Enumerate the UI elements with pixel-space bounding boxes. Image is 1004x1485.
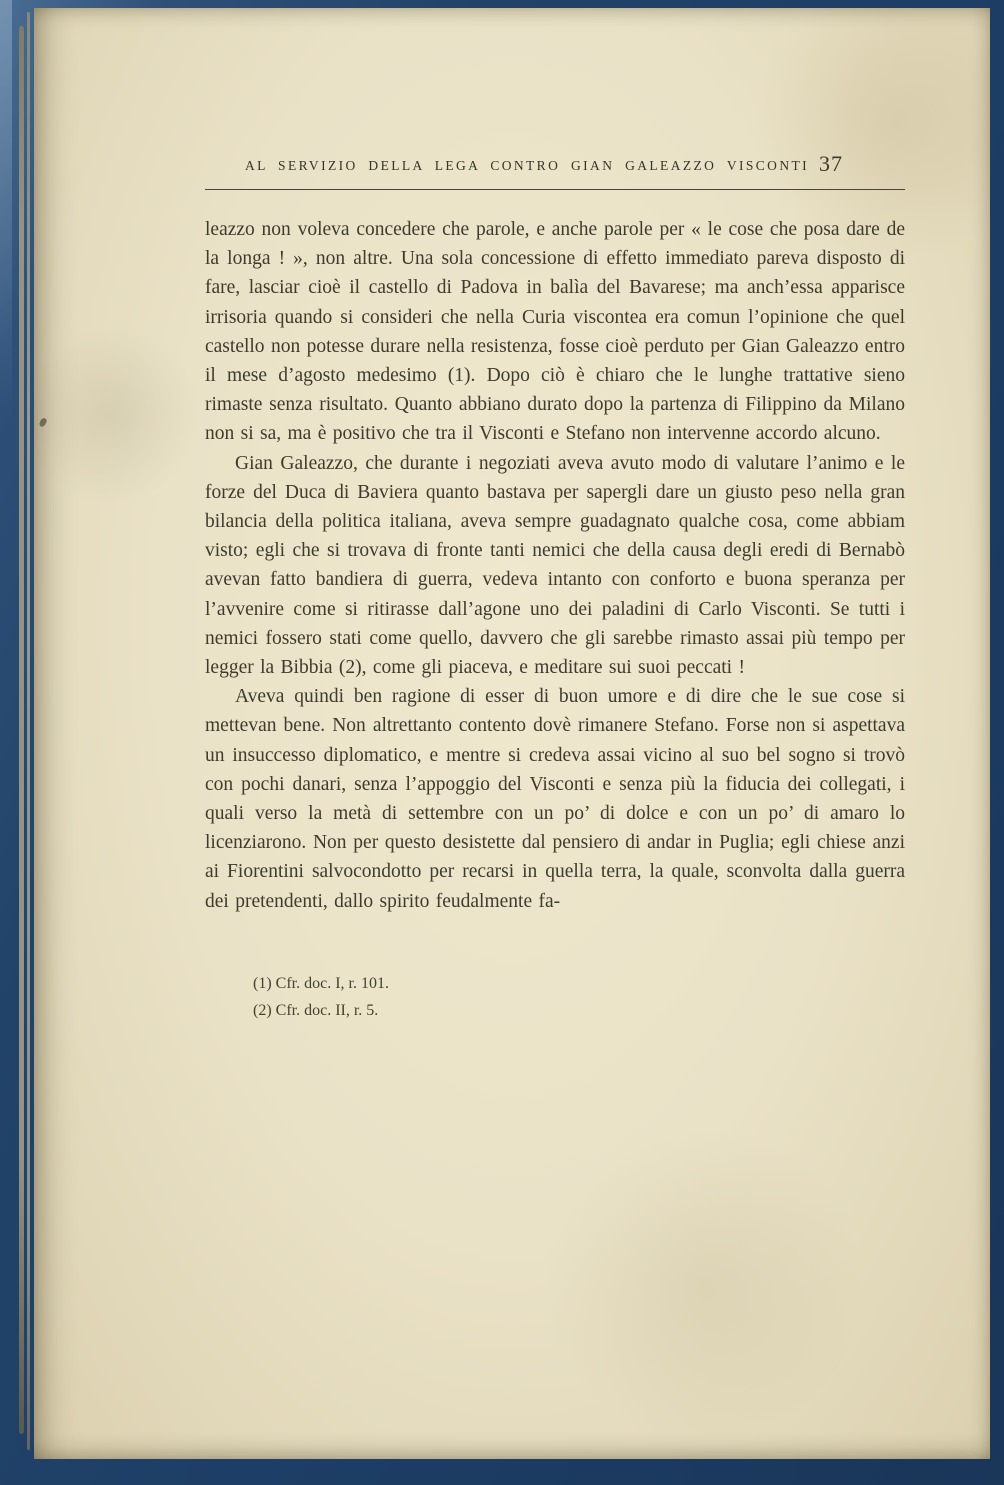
book-page [34,8,990,1459]
page-edge-line [27,12,30,1450]
running-header [205,151,905,182]
header-rule [205,189,905,190]
paragraph: Aveva quindi ben ragione di esser di buon umore e di dire che le sue cose si mettevan bene. Non altrettanto contento dovè rimanere Stefano. Forse non si aspettava un insuccesso diplomatico, e mentre si credeva assai vicino al suo bel sogno si trovò con pochi danari, senza l’appoggio del Visconti e senza più la fiducia dei collegati, i quali verso la metà di settembre con un po’ di dolce e con un po’ di amaro lo licenziarono. Non per questo desistette dal pensiero di andar in Puglia; egli chiese anzi ai Fiorentini salvocondotto per recarsi in quella terra, la quale, sconvolta dalla guerra dei pretendenti, dallo spirito feudalmente fa- [205,686,905,912]
page-edge-line [19,26,24,1434]
footnote: (2) Cfr. doc. II, r. 5. [253,1002,379,1020]
page-content [205,151,905,1025]
page-number: 37 [819,151,843,176]
footnotes [205,970,905,1025]
binding-highlight [0,0,12,420]
body-text [205,215,905,916]
ink-blemish [38,417,47,428]
paragraph: Gian Galeazzo, che durante i negoziati aveva avuto modo di valutare l’animo e le forze del Duca di Baviera quanto bastava per sapergli dare un giusto peso nella gran bilancia della politica italiana, aveva sempre guadagnato qualche cosa, come abbiam visto; egli che si trovava di fronte tanti nemici che della causa degli eredi di Bernabò avevan fatto bandiera di guerra, vedeva intanto con conforto e buona speranza per l’avvenire come si ritirasse dall’agone uno dei paladini di Carlo Visconti. Se tutti i nemici fossero stati come quello, davvero che gli sarebbe rimasto assai più tempo per legger la Bibbia (2), come gli piaceva, e meditare sui suoi peccati ! [205,452,905,679]
paragraph: leazzo non voleva concedere che parole, e anche parole per « le cose che posa dare de la longa ! », non altre. Una sola concessione di effetto immediato pareva disposto di fare, lasciar cioè il castello di Padova in balìa del Bavarese; ma anch’essa apparisce irrisoria quando si consideri che nella Curia viscontea era comun l’opinione che quel castello non potesse durare nella resistenza, fosse cioè perduto per Gian Galeazzo entro il mese d’agosto medesimo (1). Dopo ciò è chiaro che le lunghe trattative sieno rimaste senza risultato. Quanto abbiano durato dopo la partenza di Filippino da Milano non si sa, ma è positivo che tra il Visconti e Stefano non intervenne accordo alcuno. [205,219,905,445]
footnote: (1) Cfr. doc. I, r. 101. [253,974,389,992]
running-title: AL SERVIZIO DELLA LEGA CONTRO GIAN GALEAZZO VISCONTI [244,158,810,173]
